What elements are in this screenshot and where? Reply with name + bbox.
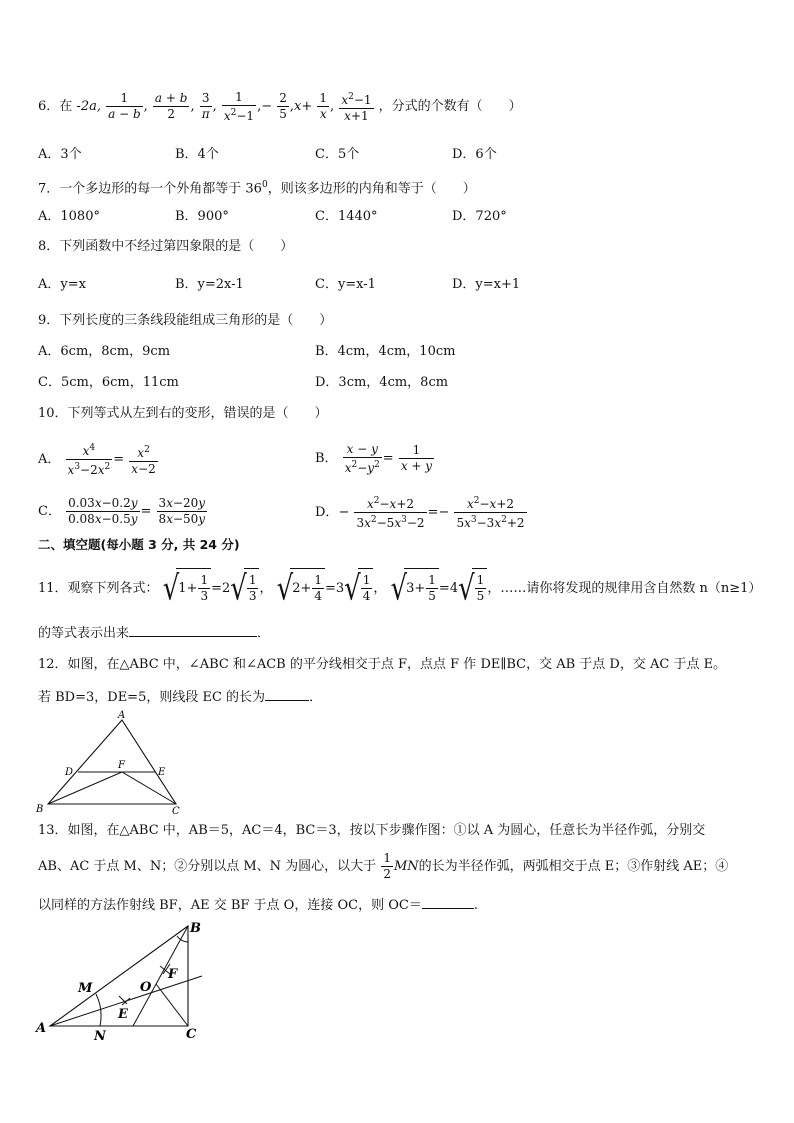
q6-frac-6: $\frac{1}{x}$ (319, 91, 328, 121)
q13-ray-bf (133, 926, 188, 1026)
q9-option-b[interactable]: B．4cm，4cm，10cm (315, 344, 456, 359)
q7-text-a: 7．一个多边形的每一个外角都等于 36 (38, 181, 262, 197)
q7-option-d[interactable]: D．720° (452, 209, 507, 224)
question-12-line-2 (38, 688, 322, 707)
q10-label-d: D． (315, 505, 339, 520)
q6-frac-1: $\frac{1}{a - b}$ (108, 91, 141, 121)
q12-label-c: C (172, 806, 180, 816)
q13-end: . (473, 898, 478, 913)
q8-option-c[interactable]: C．y=x-1 (315, 277, 376, 292)
q13-label-m: M (78, 981, 93, 996)
q6-option-a[interactable]: A．3个 (38, 147, 82, 162)
q9-option-d[interactable]: D．3cm，4cm，8cm (315, 375, 449, 390)
q13-label-f: F (168, 967, 178, 982)
q11-sqrt-2: √2+ $\frac{1}{4}$ (277, 568, 325, 609)
question-10: 10．下列等式从左到右的变形，错误的是（ ） (38, 406, 328, 421)
q13-label-a: A (36, 1021, 47, 1036)
q13-answer-blank[interactable] (422, 896, 474, 909)
q10-label-b: B． (315, 451, 338, 466)
q12-triangle-abc (48, 720, 176, 804)
q10-option-b[interactable]: B． $\frac{x - y}{x^2-y^2}$ = $\frac{1}{x + y}$ (315, 441, 433, 475)
q13-label-c: C (186, 1027, 197, 1042)
q6-option-b[interactable]: B．4个 (175, 147, 219, 162)
q6-frac-4: $\frac{1}{x^2-1}$ (223, 89, 255, 123)
q6-expr-prefix: -2a, (76, 99, 101, 114)
question-11-cont (38, 624, 270, 643)
q8-option-b[interactable]: B．y=2x-1 (175, 277, 244, 292)
q9-option-c[interactable]: C．5cm，6cm，11cm (38, 375, 179, 390)
q12-label-a: A (118, 710, 126, 721)
q12-label-b: B (36, 804, 44, 815)
q6-option-c[interactable]: C．5个 (315, 147, 360, 162)
q11-end: ． (257, 626, 271, 641)
q13-mn: MN (393, 859, 419, 874)
q13-construction-figure (30, 914, 220, 1046)
q11-sqrt-3: √3+ $\frac{1}{5}$ (391, 568, 439, 609)
question-6: 6．在 -2a, $\frac{1}{a - b}$ , $\frac{a + b}{2}$ , $\frac{3}{\pi}$ , $\frac{1}{x^2-1}$ ,− $\frac{2}{5}$ ,x+ $\frac{1}{x}$ , $\frac{x^2-1}{x+1}$ ，分式的个数有（ ） (38, 89, 522, 123)
q12-label-f: F (118, 760, 125, 771)
q8-option-d[interactable]: D．y=x+1 (452, 277, 521, 292)
q13-half-fraction: $\frac{1}{2}$ (383, 851, 391, 881)
question-13-line-2 (38, 848, 728, 886)
q13-label-o: O (140, 980, 152, 995)
q9-option-a[interactable]: A．6cm，8cm，9cm (38, 344, 171, 359)
section-2-title: 二、填空题(每小题 3 分, 共 24 分) (38, 537, 240, 552)
q6-frac-5: $\frac{2}{5}$ (279, 91, 287, 121)
q12-label-d: D (65, 767, 74, 778)
q11-sqrt-1: √1+ $\frac{1}{3}$ (163, 568, 211, 609)
question-13-line-3 (38, 896, 478, 915)
q11-answer-blank[interactable] (129, 624, 257, 637)
question-8: 8．下列函数中不经过第四象限的是（ ） (38, 239, 294, 254)
q10-option-c[interactable]: C． $\frac{0.03x-0.2y}{0.08x-0.5y}$ = $\frac{3x-20y}{8x-50y}$ (38, 496, 206, 526)
q6-number: 6．在 (38, 99, 73, 114)
question-12-line-1: 12．如图，在△ABC 中，∠ABC 和∠ACB 的平分线相交于点 F，点点 F 作 DE∥BC，交 AB 于点 D，交 AC 于点 E。 (38, 657, 727, 672)
q11-text-b: ，……请你将发现的规律用含自然数 n（n≥1） (487, 581, 762, 596)
q10-option-a[interactable]: A． $\frac{x^4}{x^3-2x^2}$ = $\frac{x^2}{x-2}$ (38, 443, 156, 477)
q13-line-3-text: 以同样的方法作射线 BF，AE 交 BF 于点 O，连接 OC，则 OC＝ (38, 898, 422, 913)
q12-triangle-figure (30, 708, 190, 816)
q13-line-2-b: 的长为半径作弧，两弧相交于点 E；③作射线 AE；④ (418, 859, 729, 874)
q13-segment-oc (156, 984, 188, 1026)
q10-label-c: C． (38, 504, 61, 519)
q7-degree: 0 (261, 180, 268, 190)
q6-suffix: ，分式的个数有（ ） (378, 99, 522, 114)
q11-text-c: 的等式表示出来 (38, 626, 130, 641)
question-13-line-1: 13．如图，在△ABC 中，AB＝5，AC＝4，BC＝3，按以下步骤作图：①以 A 为圆心，任意长为半径作弧，分别交 (38, 823, 706, 838)
q6-frac-2: $\frac{a + b}{2}$ (154, 91, 188, 121)
q10-option-d[interactable]: D．− $\frac{x^2-x+2}{3x^2-5x^3-2}$ =− $\frac{x^2-x+2}{5x^3-3x^2+2}$ (315, 496, 525, 530)
q13-label-e: E (118, 1007, 128, 1022)
question-11: 11．观察下列各式： √1+ $\frac{1}{3}$ =2√ $\frac{1}{3}$ ， √2+ $\frac{1}{4}$ =3√ $\frac{1}{4}$ ， √3+ $\frac{1}{5}$ =4√ $\frac{1}{5}$ ，……请你将发现的规律用含自然数 n（n≥1） (38, 569, 762, 608)
q6-frac-7: $\frac{x^2-1}{x+1}$ (341, 91, 372, 123)
q6-option-d[interactable]: D．6个 (452, 147, 497, 162)
question-9: 9．下列长度的三条线段能组成三角形的是（ ） (38, 313, 333, 328)
q12-segment-bf (48, 772, 122, 804)
q7-text-b: ，则该多边形的内角和等于（ ） (267, 181, 476, 197)
q7-option-c[interactable]: C．1440° (315, 209, 378, 224)
q13-label-b: B (190, 921, 201, 936)
question-7 (38, 176, 476, 198)
q10-label-a: A． (38, 452, 61, 467)
q13-label-n: N (94, 1029, 106, 1044)
q12-line-2-text: 若 BD=3，DE=5，则线段 EC 的长为 (38, 690, 266, 705)
q13-line-2-a: AB、AC 于点 M、N；②分别以点 M、N 为圆心，以大于 (38, 859, 377, 874)
q7-option-b[interactable]: B．900° (175, 209, 229, 224)
q12-answer-blank[interactable] (265, 688, 309, 701)
q12-label-e: E (158, 767, 166, 778)
q7-option-a[interactable]: A．1080° (38, 209, 100, 224)
q12-end: ． (309, 690, 323, 705)
q8-option-a[interactable]: A．y=x (38, 277, 86, 292)
q12-segment-cf (122, 772, 176, 804)
q6-frac-3: $\frac{3}{\pi}$ (201, 91, 210, 121)
q11-text-a: 11．观察下列各式： (38, 581, 159, 596)
